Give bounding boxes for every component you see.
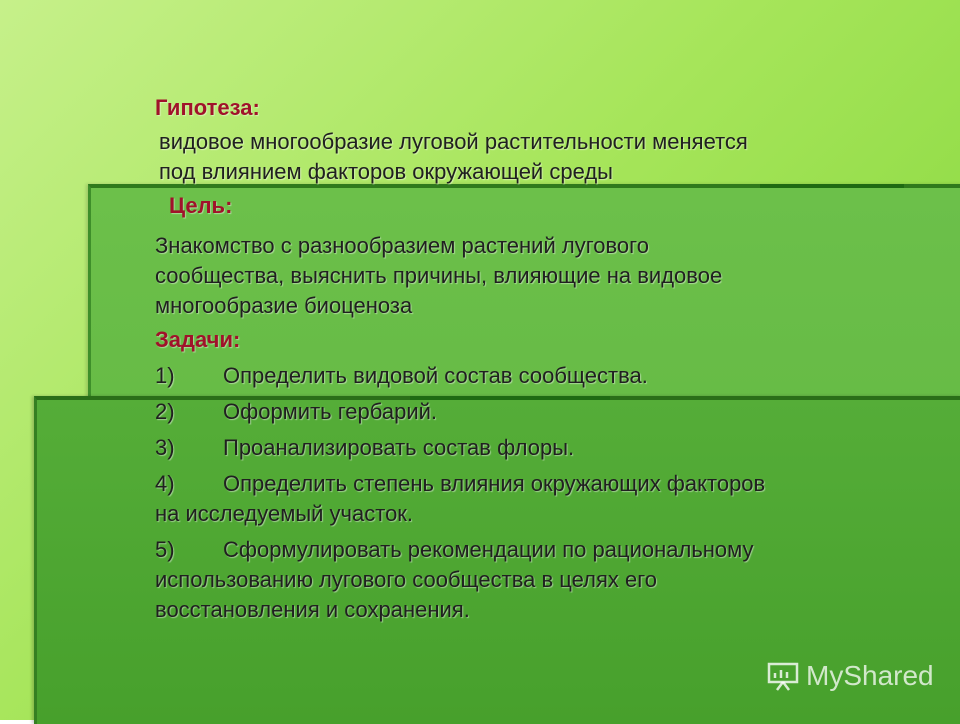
presentation-board-icon xyxy=(766,661,800,691)
tasks-heading: Задачи: xyxy=(155,327,241,352)
task-number: 1) xyxy=(155,363,175,388)
decor-line-upper xyxy=(760,184,904,188)
goal-heading: Цель: xyxy=(169,193,233,218)
task-text: Оформить гербарий. xyxy=(223,399,438,424)
task-text: Сформулировать рекомендации по рациональному использованию лугового сообщества в целях его восстановления и сохранения. xyxy=(155,537,754,622)
goal-text: Знакомство с разнообразием растений лугового сообщества, выяснить причины, влияющие на видовое многообразие биоценоза xyxy=(155,233,723,318)
slide-content xyxy=(155,93,775,625)
watermark-logo xyxy=(766,656,934,696)
task-text: Определить видовой состав сообщества. xyxy=(223,363,648,388)
hypothesis-text: видовое многообразие луговой растительности меняется под влиянием факторов окружающей среды xyxy=(159,129,748,184)
hypothesis-heading: Гипотеза: xyxy=(155,95,260,120)
task-item xyxy=(155,397,775,427)
task-text: Проанализировать состав флоры. xyxy=(223,435,575,460)
task-text: Определить степень влияния окружающих факторов на исследуемый участок. xyxy=(155,471,766,526)
task-number: 5) xyxy=(155,537,175,562)
task-item xyxy=(155,535,775,625)
task-item xyxy=(155,433,775,463)
task-number: 2) xyxy=(155,399,175,424)
watermark-text: MyShared xyxy=(806,660,934,691)
task-number: 3) xyxy=(155,435,175,460)
task-number: 4) xyxy=(155,471,175,496)
task-item xyxy=(155,361,775,391)
task-item xyxy=(155,469,775,529)
